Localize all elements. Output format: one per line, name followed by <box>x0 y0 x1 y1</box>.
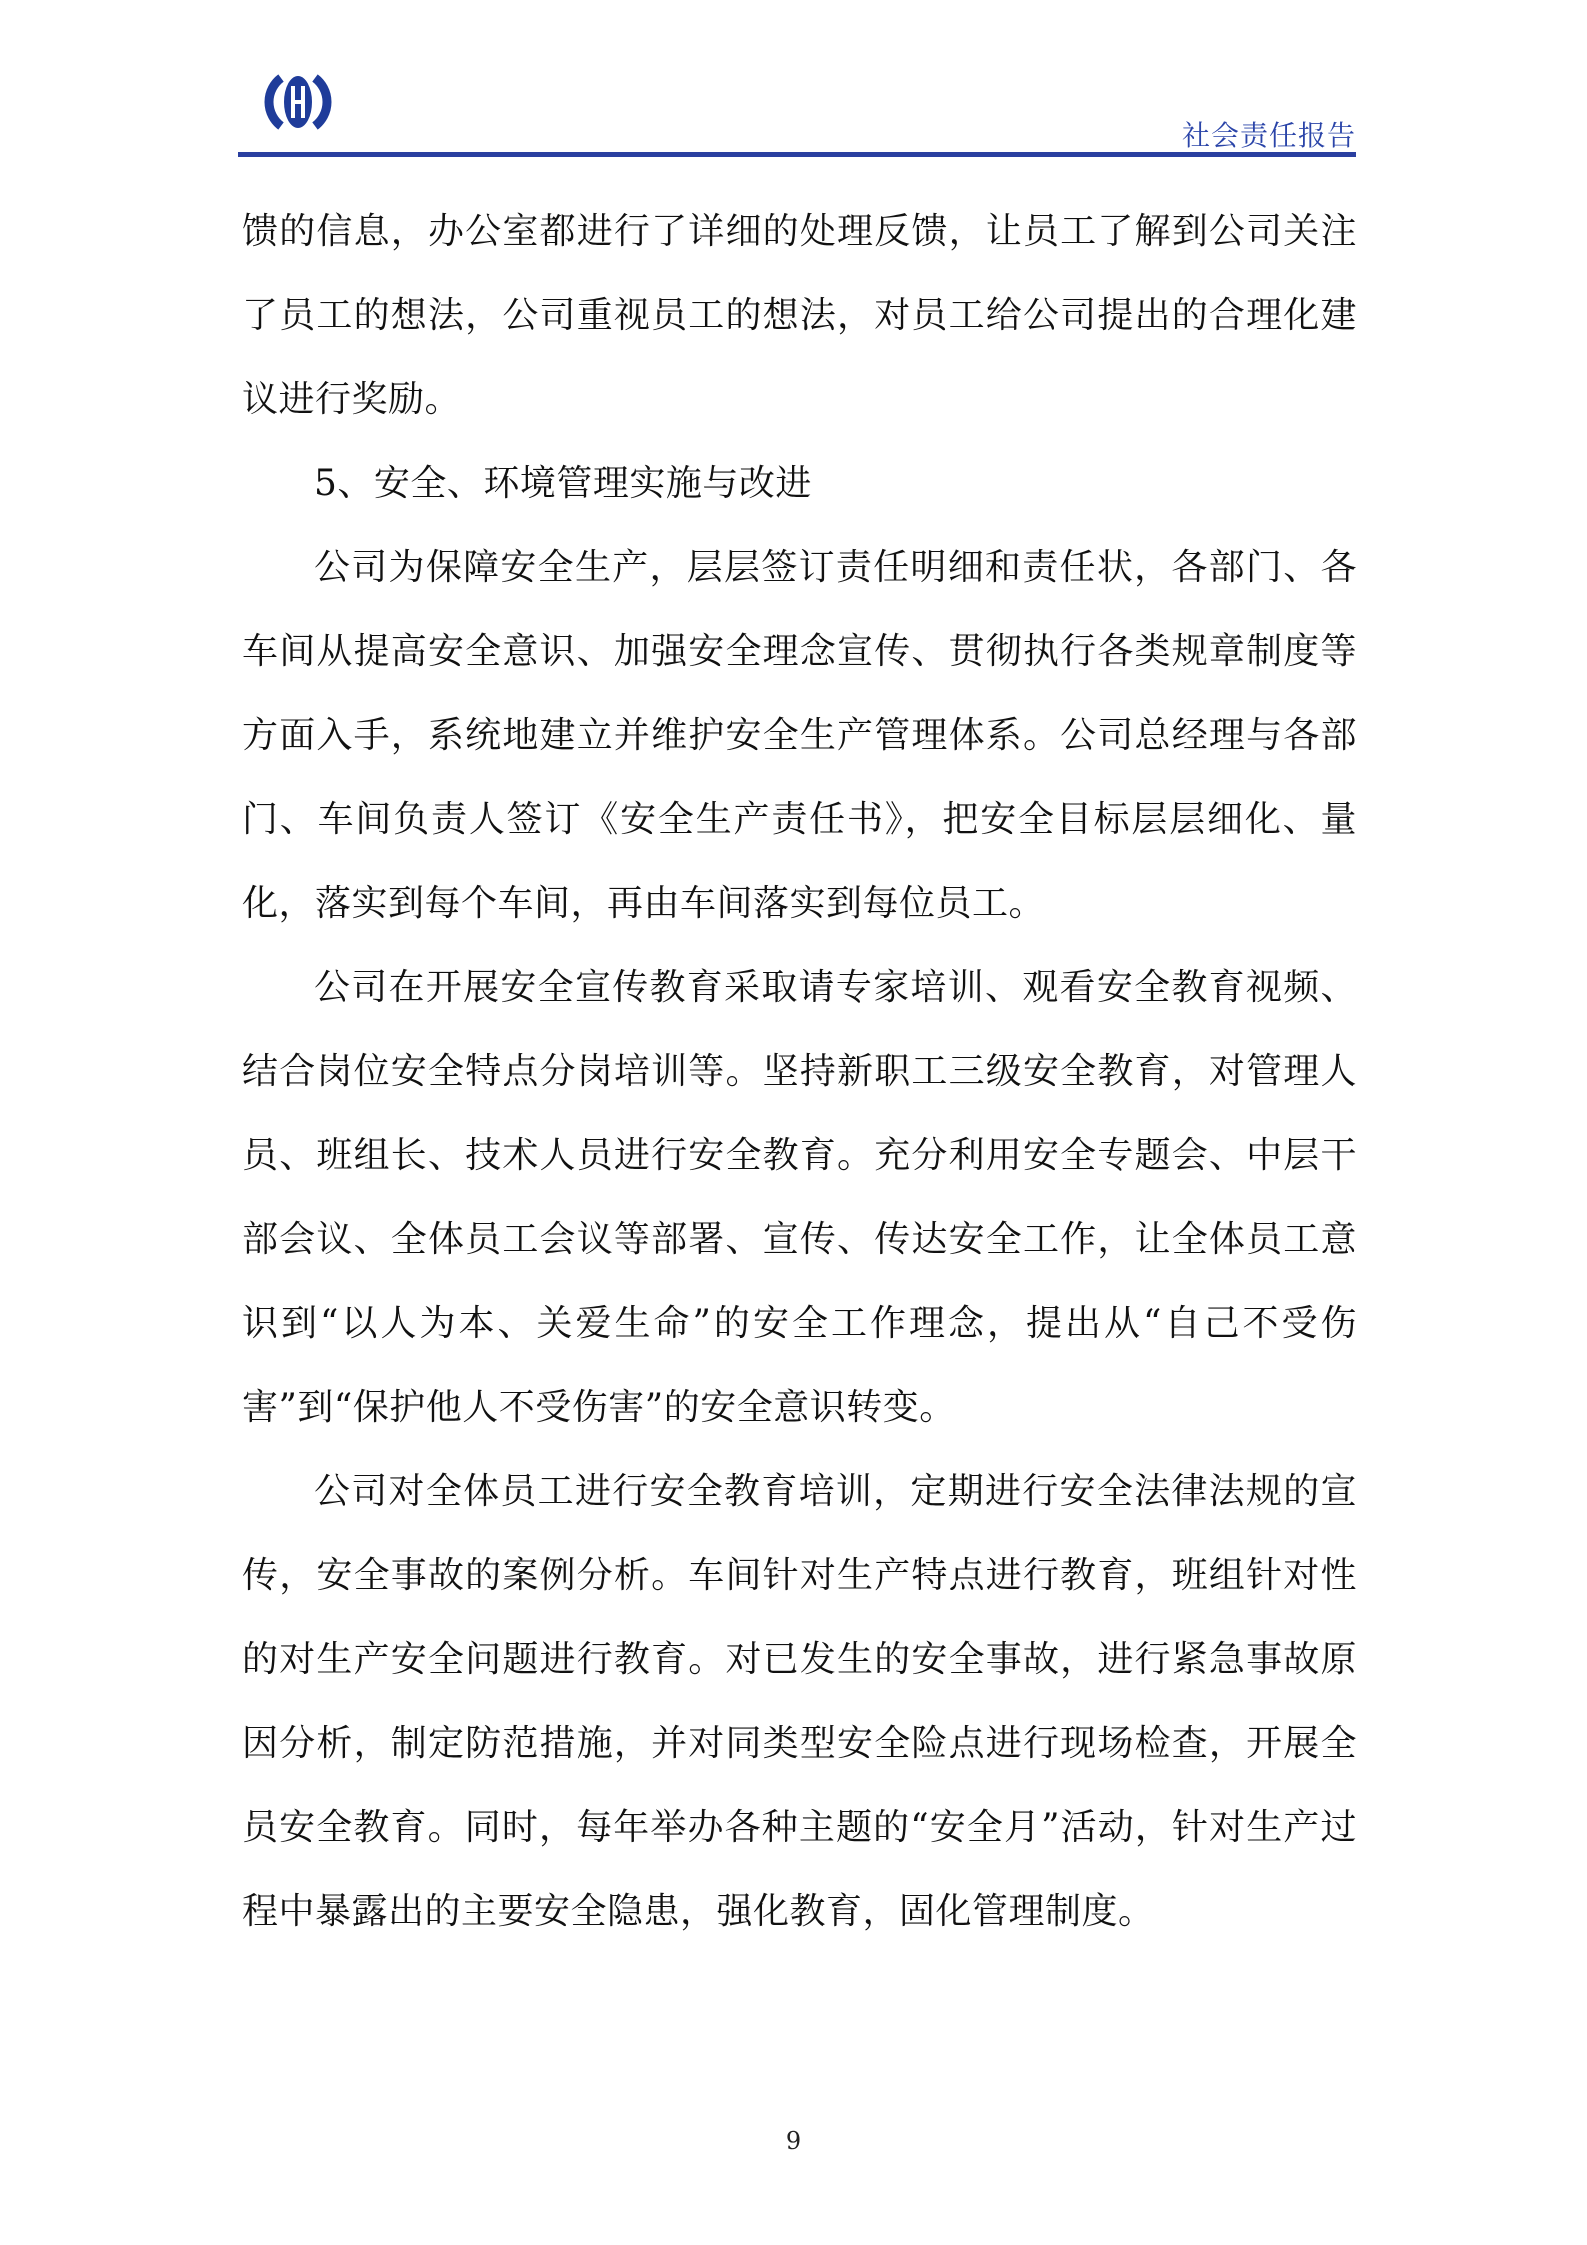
header-title: 社会责任报告 <box>1181 119 1356 152</box>
paragraph-safety-education: 公司在开展安全宣传教育采取请专家培训、观看安全教育视频、结合岗位安全特点分岗培训等。坚持新职工三级安全教育，对管理人员、班组长、技术人员进行安全教育。充分利用安全专题会、中层干部会议、全体员工会议等部署、宣传、传达安全工作，让全体员工意识到“以人为本、关爱生命”的安全工作理念，提出从“自己不受伤害”到“保护他人不受伤害”的安全意识转变。 <box>242 967 1357 1428</box>
page-header <box>238 50 1356 160</box>
paragraph-safety-training: 公司对全体员工进行安全教育培训，定期进行安全法律法规的宣传，安全事故的案例分析。车间针对生产特点进行教育，班组针对性的对生产安全问题进行教育。对已发生的安全事故，进行紧急事故原因分析，制定防范措施，并对同类型安全险点进行现场检查，开展全员安全教育。同时，每年举办各种主题的“安全月”活动，针对生产过程中暴露出的主要安全隐患，强化教育，固化管理制度。 <box>242 1471 1357 1932</box>
document-body <box>242 190 1357 1954</box>
paragraph-continuation: 馈的信息，办公室都进行了详细的处理反馈，让员工了解到公司关注了员工的想法，公司重视员工的想法，对员工给公司提出的合理化建议进行奖励。 <box>242 211 1357 420</box>
header-divider <box>238 152 1356 157</box>
page-number: 9 <box>785 2127 802 2155</box>
company-logo-icon <box>248 62 348 142</box>
section-heading: 5、安全、环境管理实施与改进 <box>314 463 812 504</box>
paragraph-safety-responsibility: 公司为保障安全生产，层层签订责任明细和责任状，各部门、各车间从提高安全意识、加强安全理念宣传、贯彻执行各类规章制度等方面入手，系统地建立并维护安全生产管理体系。公司总经理与各部门、车间负责人签订《安全生产责任书》，把安全目标层层细化、量化，落实到每个车间，再由车间落实到每位员工。 <box>242 547 1357 924</box>
